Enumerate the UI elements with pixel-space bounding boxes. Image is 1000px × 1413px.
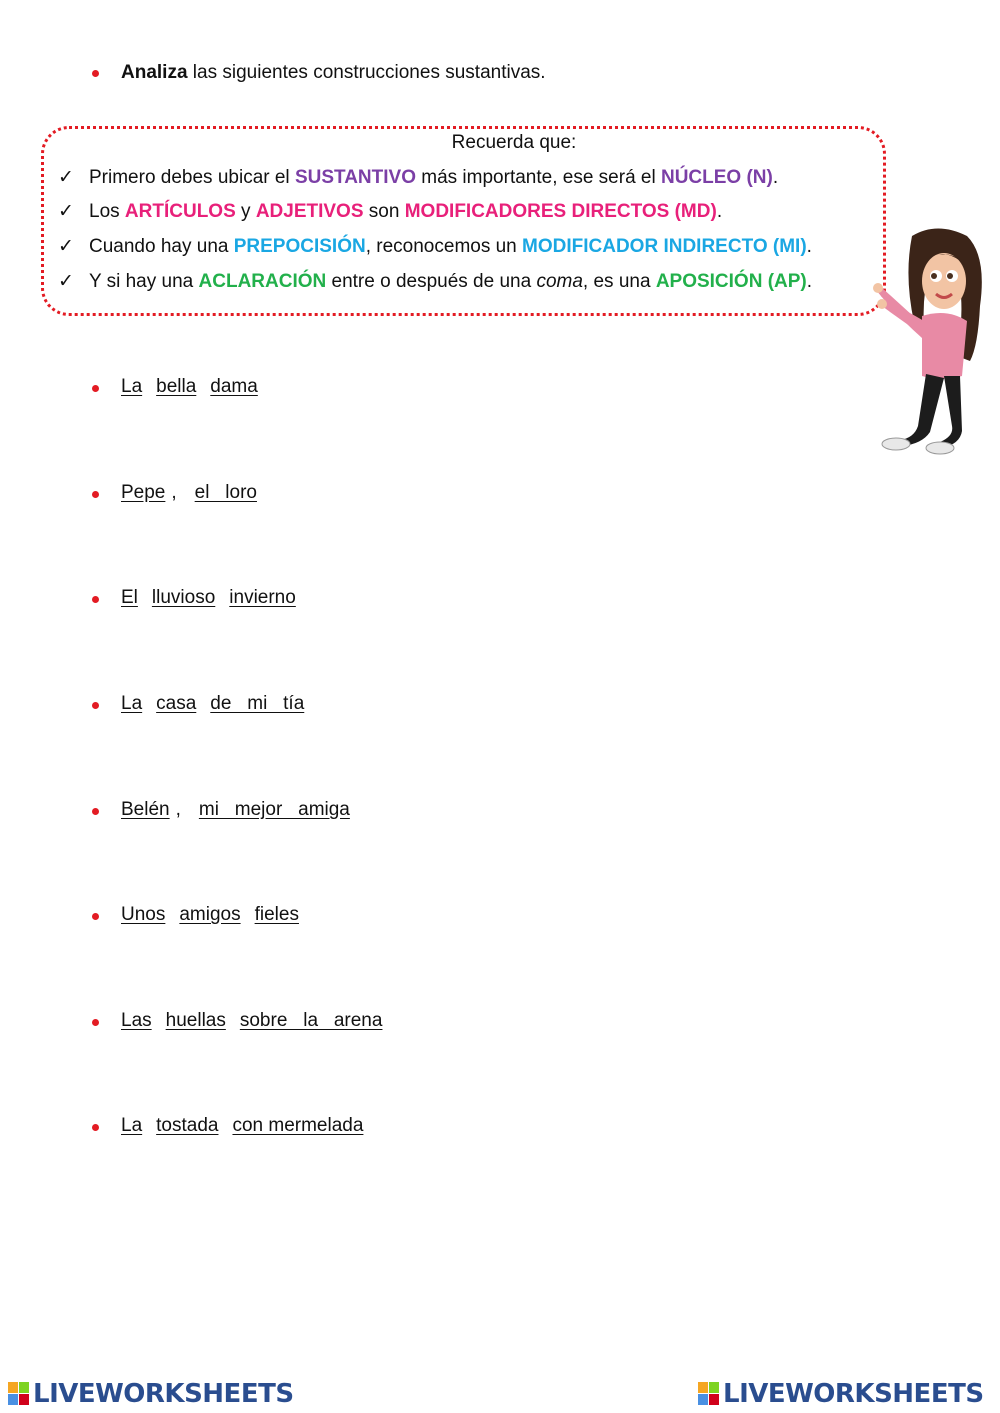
word[interactable]: Unos [121, 904, 166, 925]
phrase-item [121, 1010, 382, 1032]
phrase-item [121, 693, 304, 715]
bullet-icon [92, 1124, 99, 1131]
word[interactable]: La [121, 1115, 143, 1136]
word[interactable]: huellas [165, 1010, 226, 1031]
rule-direct-modifiers: ✓ Los ARTÍCULOS y ADJETIVOS son MODIFICADORES DIRECTOS (MD). [58, 201, 723, 222]
word[interactable]: sobre la arena [239, 1010, 383, 1031]
word[interactable]: lluvioso [151, 587, 216, 608]
teacher-avatar-icon [852, 226, 992, 462]
comma: , [171, 482, 177, 503]
bullet-icon [92, 808, 99, 815]
instruction-text: Analiza las siguientes construcciones sustantivas. [121, 62, 546, 83]
liveworksheets-logo-left[interactable]: LIVEWORKSHEETS [8, 1378, 294, 1410]
phrase-item [121, 376, 258, 398]
word[interactable]: amigos [179, 904, 241, 925]
word[interactable]: dama [210, 376, 258, 397]
rule-indirect-modifier: ✓ Cuando hay una PREPOCISIÓN, reconocemos un MODIFICADOR INDIRECTO (MI). [58, 236, 812, 257]
word[interactable]: mi mejor amiga [198, 799, 350, 820]
word[interactable]: Pepe [121, 482, 166, 503]
word[interactable]: La [121, 376, 143, 397]
bullet-icon [92, 491, 99, 498]
word[interactable]: bella [156, 376, 197, 397]
word[interactable]: con mermelada [232, 1115, 364, 1136]
bullet-icon [92, 596, 99, 603]
checkmark-icon: ✓ [58, 271, 74, 292]
word[interactable]: de mi tía [210, 693, 305, 714]
checkmark-icon: ✓ [58, 201, 74, 222]
bullet-icon [92, 385, 99, 392]
checkmark-icon: ✓ [58, 236, 74, 257]
word[interactable]: tostada [156, 1115, 219, 1136]
phrase-item [121, 1115, 363, 1137]
word[interactable]: Belén [121, 799, 170, 820]
liveworksheets-mark-icon [698, 1382, 720, 1406]
word[interactable]: La [121, 693, 143, 714]
bullet-icon [92, 702, 99, 709]
word[interactable]: casa [156, 693, 197, 714]
reminder-title: Recuerda que: [451, 132, 577, 153]
checkmark-icon: ✓ [58, 167, 74, 188]
word[interactable]: Las [121, 1010, 152, 1031]
phrase-item [121, 587, 296, 609]
word[interactable]: el loro [194, 482, 257, 503]
comma: , [175, 799, 181, 820]
word[interactable]: invierno [229, 587, 296, 608]
word[interactable]: El [121, 587, 138, 608]
phrase-item [121, 904, 299, 926]
liveworksheets-logo-right[interactable]: LIVEWORKSHEETS [698, 1378, 984, 1410]
phrase-item [121, 482, 257, 504]
bullet-icon [92, 913, 99, 920]
rule-nucleus: ✓ Primero debes ubicar el SUSTANTIVO más importante, ese será el NÚCLEO (N). [58, 167, 779, 188]
rule-apposition: ✓ Y si hay una ACLARACIÓN entre o después de una coma, es una APOSICIÓN (AP). [58, 271, 813, 292]
phrase-item [121, 799, 350, 821]
liveworksheets-mark-icon [8, 1382, 30, 1406]
word[interactable]: fieles [254, 904, 299, 925]
bullet-icon [92, 70, 99, 77]
bullet-icon [92, 1019, 99, 1026]
